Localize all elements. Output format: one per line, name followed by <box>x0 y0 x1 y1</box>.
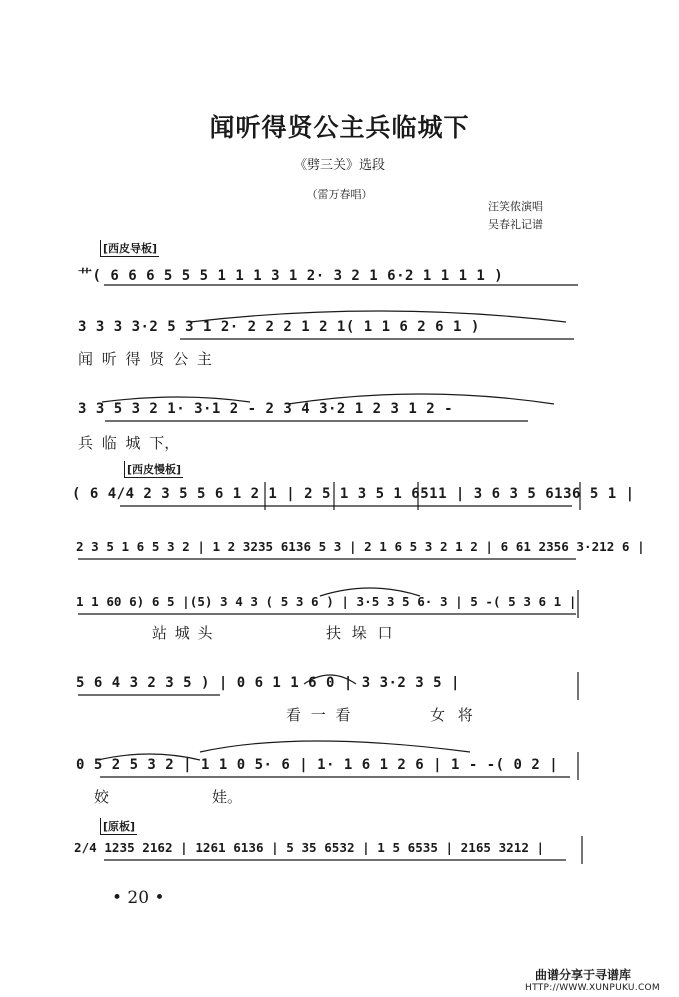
slur-5 <box>98 754 200 760</box>
music-line-5: 2 3 5 1 6 5 3 2 | 1 2 3235 6136 5 3 | 2 1 6 5 3 2 1 2 | 6 61 2356 3·212 6 | <box>76 539 645 554</box>
music-line-1: 艹( 6 6 6 5 5 5 1 1 1 3 1 2· 3 2 1 6·2 1 1 1 1 ) <box>78 268 504 284</box>
music-line-7: 5 6 4 3 2 3 5 ) | 0 6 1 1 6 0 | 3 3·2 3 5 | <box>76 675 460 691</box>
slur-1 <box>288 394 554 404</box>
lyrics-line-4a: 看 一 看 <box>286 706 351 724</box>
music-line-6: 1 1 60 6) 6 5 |(5) 3 4 3 ( 5 3 6 ) | 3·5 3 5 6· 3 | 5 -( 5 3 6 1 | <box>76 594 577 609</box>
lyrics-line-5b: 娃。 <box>212 788 243 806</box>
singer-note: （雷万春唱） <box>306 188 373 201</box>
watermark-text: 曲谱分享于寻谱库 <box>535 968 632 982</box>
performer-credit: 汪笑侬演唱 <box>488 200 543 213</box>
music-line-2: 3 3 3 3·2 5 3 1 2· 2 2 2 1 2 1( 1 1 6 2 6 1 ) <box>78 319 480 335</box>
music-line-3: 3 3 5 3 2 1· 3·1 2 - 2 3 4 3·2 1 2 3 1 2 - <box>78 401 454 417</box>
slur-4 <box>304 675 356 684</box>
subtitle: 《劈三关》选段 <box>293 158 385 173</box>
lyrics-line-4b: 女 将 <box>430 706 473 724</box>
slur-6 <box>200 741 470 752</box>
section-label-yuanban: [原板] <box>100 818 137 835</box>
notation-credit: 吴春礼记谱 <box>488 218 543 231</box>
lyrics-line-1: 闻 听 得 贤 公 主 <box>78 350 212 368</box>
section-label-daoban: [西皮导板] <box>100 240 159 257</box>
lyrics-line-3b: 扶 垛 口 <box>326 624 393 642</box>
lyrics-line-5a: 姣 <box>94 788 110 806</box>
slur-7 <box>320 588 420 596</box>
section-label-manban: [西皮慢板] <box>124 461 183 478</box>
slur-2 <box>190 311 566 322</box>
music-line-8: 0 5 2 5 3 2 | 1 1 0 5· 6 | 1· 1 6 1 2 6 | 1 - -( 0 2 | <box>76 757 559 773</box>
music-line-4: ( 6 4/4 2 3 5 5 6 1 2 1 | 2 5 1 3 5 1 6511 | 3 6 3 5 6136 5 1 | <box>72 486 635 502</box>
page-title: 闻听得贤公主兵临城下 <box>209 113 470 142</box>
music-line-9: 2/4 1235 2162 | 1261 6136 | 5 35 6532 | 1 5 6535 | 2165 3212 | <box>74 840 545 855</box>
watermark-url: HTTP://WWW.XUNPUKU.COM <box>525 983 660 993</box>
page-number: • 20 • <box>112 888 165 908</box>
lyrics-line-3a: 站 城 头 <box>152 624 213 642</box>
lyrics-line-2: 兵 临 城 下， <box>78 434 180 452</box>
slur-3 <box>102 397 250 402</box>
